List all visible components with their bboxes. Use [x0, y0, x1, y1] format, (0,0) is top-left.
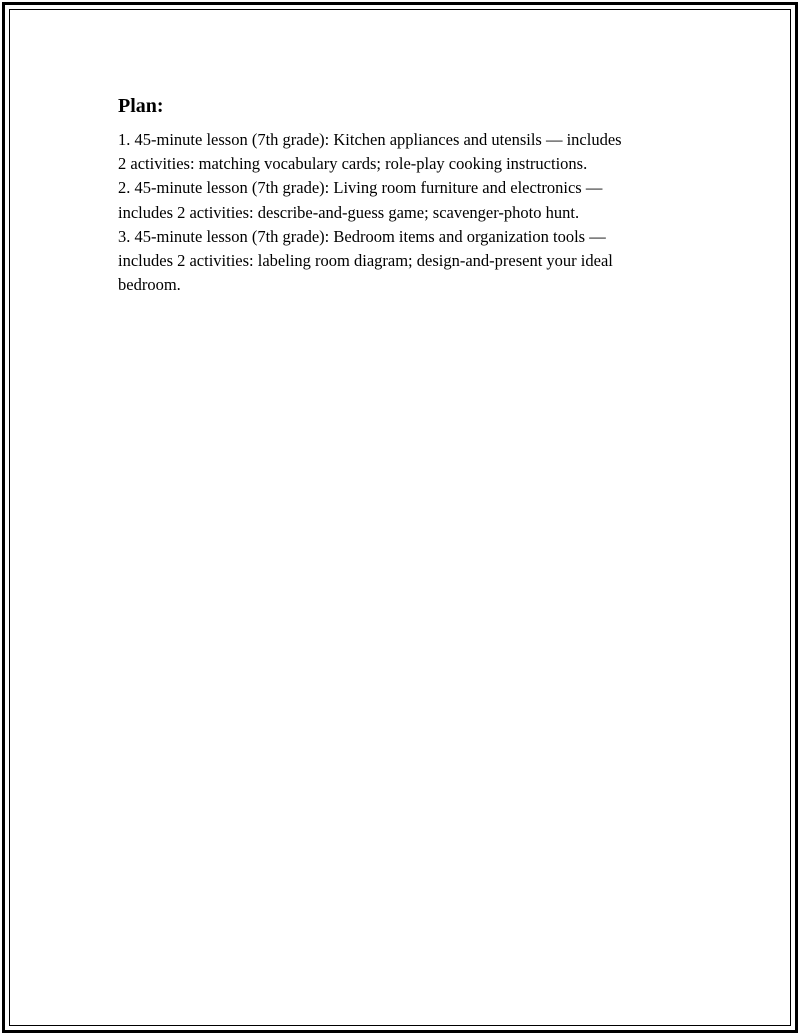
plan-line: includes 2 activities: describe-and-guess game; scavenger-photo hunt.	[118, 202, 580, 222]
plan-line: 2 activities: matching vocabulary cards; role-play cooking instructions.	[118, 154, 588, 174]
plan-line: includes 2 activities: labeling room diagram; design-and-present your ideal	[118, 251, 613, 271]
plan-line: 3. 45-minute lesson (7th grade): Bedroom items and organization tools —	[118, 226, 606, 246]
plan-line: 1. 45-minute lesson (7th grade): Kitchen appliances and utensils — includes	[118, 130, 622, 149]
plan-line: bedroom.	[118, 275, 181, 295]
plan-heading: Plan:	[118, 95, 164, 117]
plan-text	[118, 128, 698, 297]
document-body	[118, 92, 698, 297]
plan-line: 2. 45-minute lesson (7th grade): Living room furniture and electronics —	[118, 178, 603, 198]
